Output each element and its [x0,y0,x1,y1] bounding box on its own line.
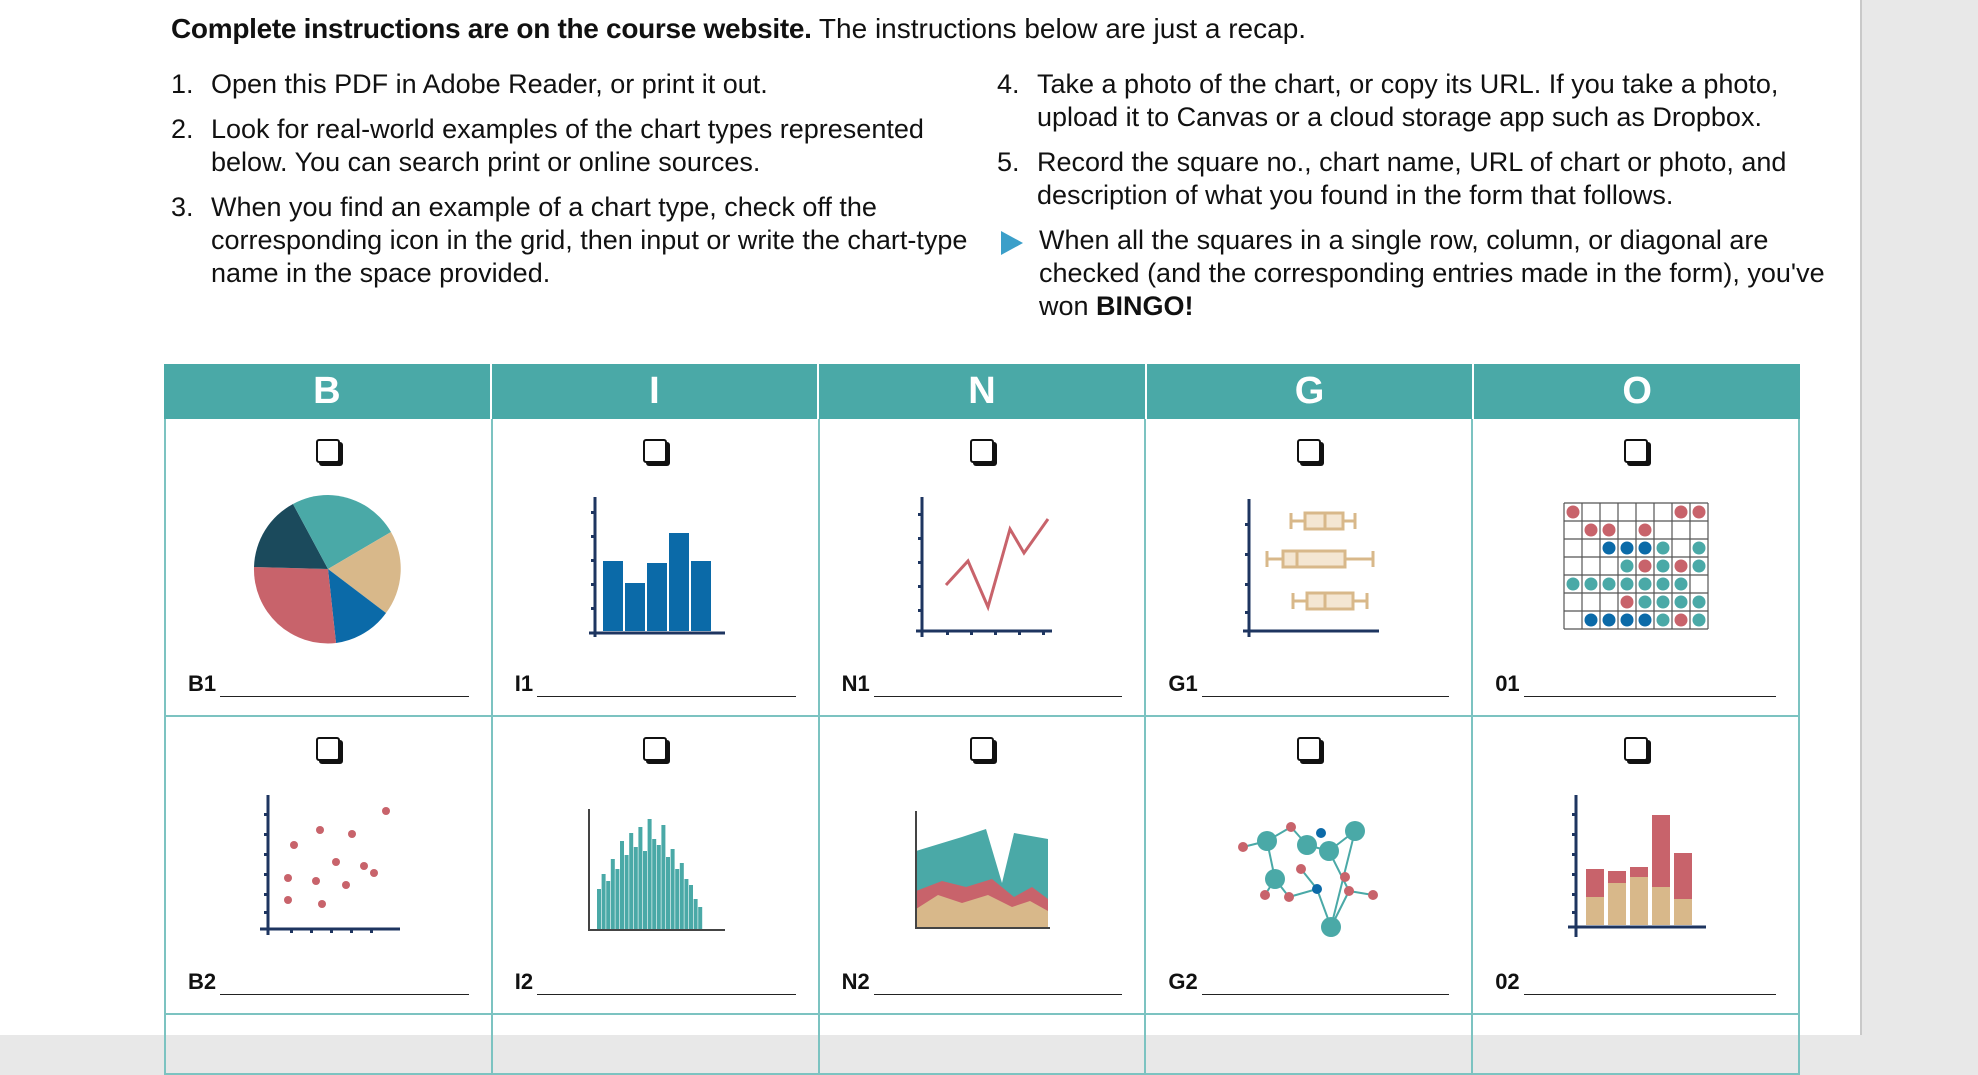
dot-mark [1674,578,1687,591]
dot-mark [1692,596,1705,609]
bingo-row-3 [164,1015,1800,1075]
step-number: 2. [171,114,194,144]
histogram-bar [680,863,684,929]
chart-name-input-line[interactable] [220,678,469,697]
histogram-bar [698,907,702,929]
cell-row3 [1146,1015,1473,1075]
bingo-word: BINGO! [1096,291,1194,321]
histogram-icon [575,787,735,947]
dot-mark [1620,560,1633,573]
histogram-bar [671,849,675,929]
pie-chart-icon [248,489,408,649]
cell-n1 [820,419,1147,717]
step-number: 4. [997,69,1020,99]
dot-mark [1566,578,1579,591]
cell-label [515,671,796,697]
dot-mark [1620,578,1633,591]
dot-mark [1638,578,1651,591]
checkbox[interactable] [1297,737,1321,761]
step-4 [997,68,1827,134]
histogram-bar [694,899,698,929]
scatter-plot-icon [248,787,408,947]
chart-name-input-line[interactable] [1202,678,1449,697]
cell-code: B1 [188,671,217,696]
dot-mark [1602,578,1615,591]
dot-mark [1674,596,1687,609]
cell-i1 [493,419,820,717]
histogram-bar [675,869,679,929]
dot-mark [1584,524,1597,537]
header-b: B [164,364,492,419]
chart-name-input-line[interactable] [1524,678,1776,697]
play-triangle-icon [1001,231,1023,255]
checkbox[interactable] [316,737,340,761]
histogram-bar [634,847,638,929]
histogram-bar [625,855,629,929]
cell-row3 [166,1015,493,1075]
dot-mark [1692,506,1705,519]
cell-code: 01 [1495,671,1520,696]
dot-mark [1584,578,1597,591]
dot-mark [1656,614,1669,627]
histogram-bar [606,881,610,929]
steps-left [171,68,971,302]
histogram-bar [657,845,661,929]
cell-label [515,969,796,995]
step-text: When you find an example of a chart type, check off the corresponding icon in the grid, then input or write the chart-type name in the space provided. [211,192,968,288]
histogram-bar [666,857,670,929]
dot-mark [1638,524,1651,537]
cell-label [1495,969,1776,995]
cell-b2 [166,717,493,1015]
stacked-bar-icon [1556,787,1716,947]
checkbox[interactable] [970,439,994,463]
header-o: O [1622,370,1652,412]
dot-mark [1692,560,1705,573]
step-number: 1. [171,69,194,99]
cell-row3 [1473,1015,1800,1075]
dot-mark [1656,578,1669,591]
cell-o2 [1473,717,1800,1015]
bingo-row-2 [164,717,1800,1015]
histogram-bar [602,874,606,929]
cell-code: I2 [514,969,534,994]
steps-right [997,68,1827,335]
dot-mark [1638,596,1651,609]
dot-mark [1620,542,1633,555]
dot-mark [1602,614,1615,627]
dot-mark [1602,542,1615,555]
intro-bold: Complete instructions are on the course website. [171,13,812,44]
histogram-bar [639,827,643,929]
cell-code: N1 [841,671,870,696]
cell-code: G1 [1168,671,1198,696]
dot-mark [1638,560,1651,573]
histogram-bar [648,819,652,929]
chart-name-input-line[interactable] [1202,976,1449,995]
step-text: Record the square no., chart name, URL of chart or photo, and description of what you found in the form that follows. [1037,147,1787,210]
dot-mark [1692,542,1705,555]
step-number: 3. [171,192,194,222]
cell-code: G2 [1168,969,1198,994]
step-3 [171,191,971,290]
cell-label [188,671,469,697]
dot-mark [1674,506,1687,519]
cell-row3 [493,1015,820,1075]
histogram-bar [616,869,620,929]
histogram-bar [597,889,601,929]
cell-label [842,969,1123,995]
checkbox[interactable] [1624,439,1648,463]
chart-name-input-line[interactable] [1524,976,1776,995]
checkbox[interactable] [1297,439,1321,463]
checkbox[interactable] [970,737,994,761]
dot-mark [1602,524,1615,537]
dot-mark [1638,542,1651,555]
bar-chart-icon [575,489,735,649]
chart-name-input-line[interactable] [874,678,1123,697]
chart-name-input-line[interactable] [874,976,1123,995]
histogram-bar [652,839,656,929]
step-text: Open this PDF in Adobe Reader, or print it out. [211,69,768,99]
cell-code: N2 [841,969,870,994]
bingo-row-1 [164,419,1800,717]
area-chart-icon [902,787,1062,947]
dot-mark [1620,596,1633,609]
checkbox[interactable] [643,439,667,463]
header-n: N [819,364,1147,419]
network-diagram-icon [1229,787,1389,947]
checkbox[interactable] [1624,737,1648,761]
checkbox[interactable] [643,737,667,761]
step-2 [171,113,971,179]
cell-code: B2 [188,969,217,994]
cell-code: 02 [1495,969,1520,994]
dot-matrix-icon [1556,489,1716,649]
bingo-header-row [164,364,1800,419]
dot-mark [1674,560,1687,573]
step-1 [171,68,971,101]
line-chart-icon [902,489,1062,649]
cell-label [1495,671,1776,697]
bingo-grid [164,364,1800,1075]
dot-mark [1656,560,1669,573]
histogram-bar [685,879,689,929]
histogram-bar [662,825,666,929]
histogram-bar [611,859,615,929]
header-i: I [492,364,820,419]
cell-label [842,671,1123,697]
dot-mark [1656,596,1669,609]
dot-mark [1656,542,1669,555]
step-text: Look for real-world examples of the chart types represented below. You can search print or online sources. [211,114,924,177]
cell-b1 [166,419,493,717]
chart-name-input-line[interactable] [537,678,795,697]
step-text [1039,224,1827,323]
chart-name-input-line[interactable] [220,976,469,995]
dot-mark [1674,614,1687,627]
histogram-bar [620,841,624,929]
step-5 [997,146,1827,212]
intro-line [171,10,1306,48]
step-text: Take a photo of the chart, or copy its URL. If you take a photo, upload it to Canvas or a cloud storage app such as Dropbox. [1037,69,1779,132]
step-bingo [997,224,1827,323]
dot-mark [1620,614,1633,627]
cell-i2 [493,717,820,1015]
bingo-rule-text: When all the squares in a single row, column, or diagonal are checked (and the corresponding entries made in the form), you've won [1039,225,1825,321]
dot-mark [1692,614,1705,627]
dot-mark [1584,614,1597,627]
cell-n2 [820,717,1147,1015]
cell-label [1168,671,1449,697]
histogram-bar [629,833,633,929]
cell-o1 [1473,419,1800,717]
cell-g2 [1146,717,1473,1015]
cell-code: I1 [514,671,534,696]
dot-mark [1638,614,1651,627]
cell-g1 [1146,419,1473,717]
dot-mark [1566,506,1579,519]
cell-label [188,969,469,995]
checkbox[interactable] [316,439,340,463]
histogram-bar [643,851,647,929]
histogram-bar [689,885,693,929]
header-g: G [1147,364,1475,419]
step-number: 5. [997,147,1020,177]
intro-rest: The instructions below are just a recap. [811,13,1307,44]
cell-row3 [820,1015,1147,1075]
cell-label [1168,969,1449,995]
chart-name-input-line[interactable] [537,976,795,995]
box-plot-icon [1229,489,1389,649]
